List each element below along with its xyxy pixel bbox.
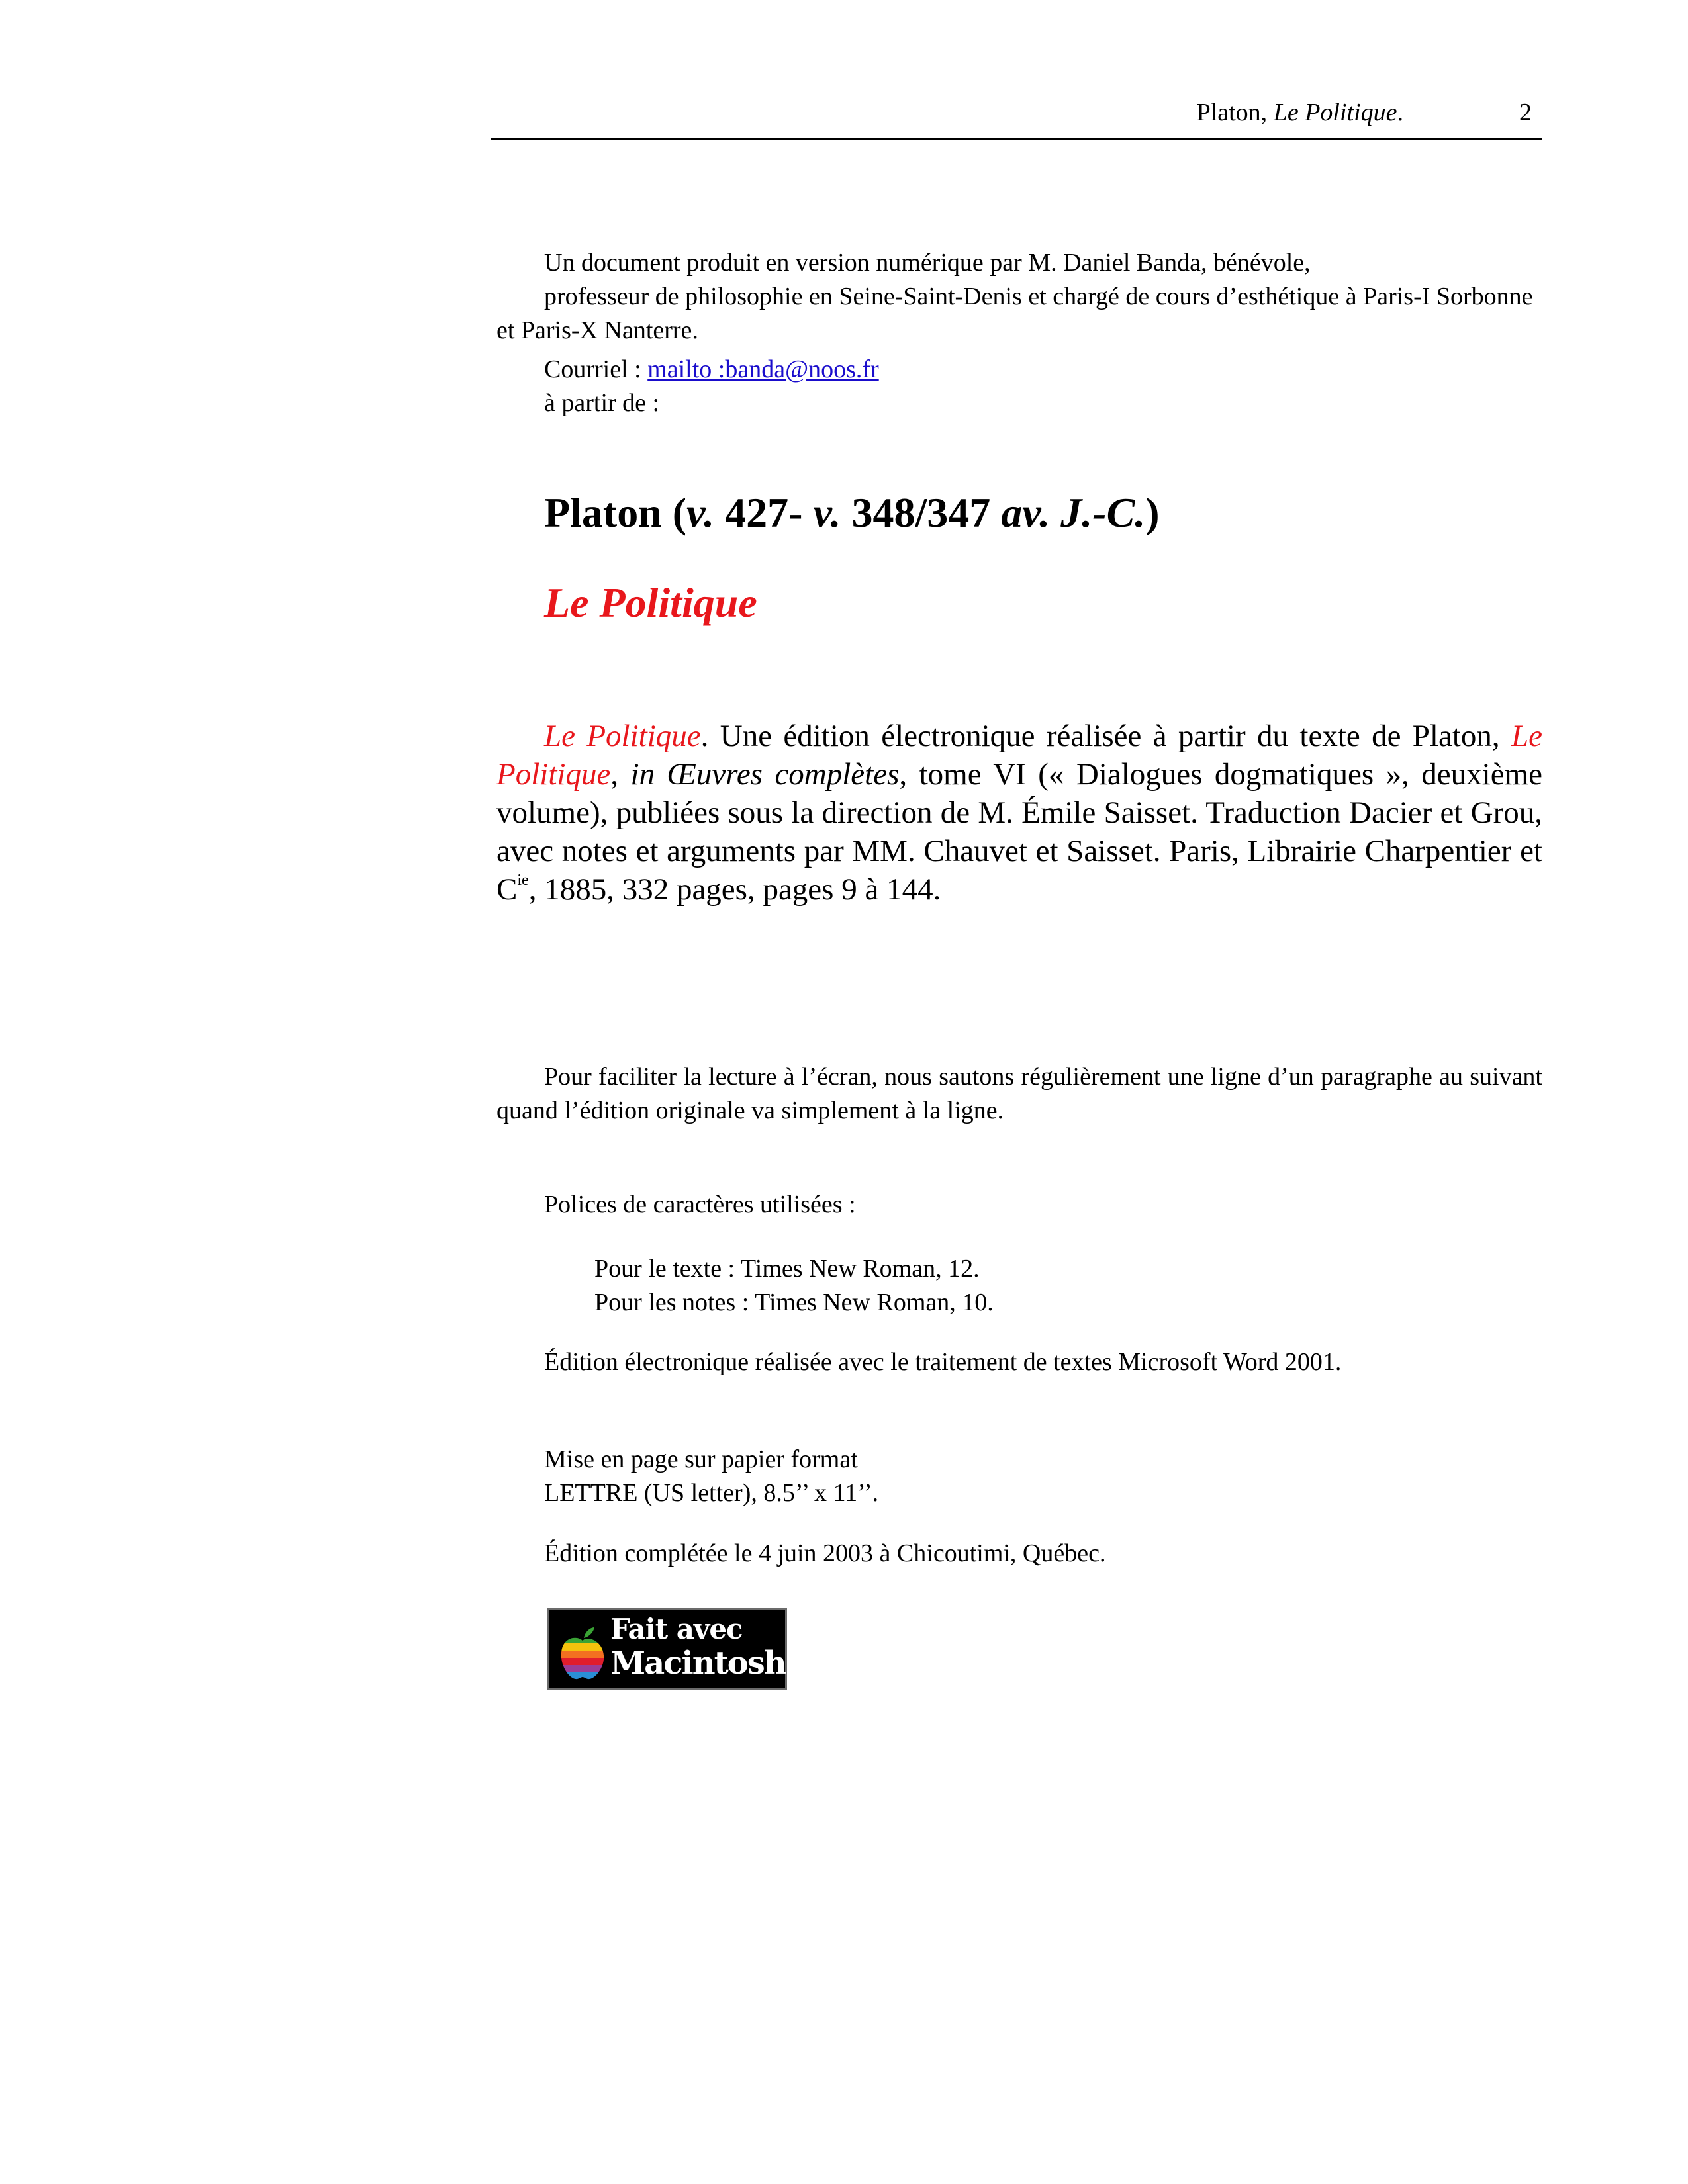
fonts-list — [594, 1252, 994, 1320]
edition-text-1: . Une édition électronique réalisée à partir du texte de Platon, — [700, 719, 1511, 753]
apple-logo-icon — [557, 1626, 608, 1682]
year-1: 427- — [714, 489, 814, 536]
edition-title-red-2: Le Politique — [496, 719, 1542, 792]
fonts-label: Polices de caractères utilisées : — [544, 1191, 856, 1218]
credit-block — [496, 246, 1542, 420]
credit-line-1: Un document produit en version numérique par M. Daniel Banda, bénévole, — [544, 249, 1311, 277]
work-title: Le Politique — [544, 579, 757, 626]
page-number: 2 — [1519, 99, 1532, 126]
header-author: Platon, — [1196, 99, 1268, 126]
author-name: Platon ( — [544, 489, 687, 536]
edition-title-red: Le Politique — [544, 719, 701, 753]
header-period: . — [1397, 99, 1403, 126]
header-rule — [491, 138, 1542, 140]
format-note — [544, 1443, 878, 1510]
header-title: Le Politique — [1273, 99, 1397, 126]
credit-line-2: professeur de philosophie en Seine-Saint-Denis et chargé de cours d’esthétique à Paris-I Sorbonne et Paris-X Nanterre. — [496, 283, 1533, 344]
year-2: 348/347 — [841, 489, 1002, 536]
word-note: Édition électronique réalisée avec le traitement de textes Microsoft Word 2001. — [544, 1348, 1342, 1376]
notes-font-line: Pour les notes : Times New Roman, 10. — [594, 1289, 994, 1316]
circa-1: v. — [686, 489, 715, 536]
author-title — [544, 488, 1160, 537]
email-link[interactable]: mailto :banda@noos.fr — [647, 355, 879, 383]
text-font-line: Pour le texte : Times New Roman, 12. — [594, 1255, 980, 1283]
edition-paragraph — [496, 717, 1542, 909]
circa-2: v. — [813, 489, 841, 536]
badge-line-2: Macintosh — [610, 1645, 786, 1682]
close-paren: ) — [1145, 489, 1160, 536]
badge-line-1: Fait avec — [610, 1613, 743, 1645]
email-label: Courriel : — [544, 355, 641, 383]
format-line-2: LETTRE (US letter), 8.5’’ x 11’’. — [544, 1479, 879, 1507]
edition-in-works: in Œuvres complètes — [630, 757, 900, 792]
format-line-1: Mise en page sur papier format — [544, 1445, 858, 1473]
before-christ: av. J.-C. — [1001, 489, 1146, 536]
email-line — [496, 353, 1542, 387]
running-header — [1197, 98, 1403, 127]
completion-date: Édition complétée le 4 juin 2003 à Chicoutimi, Québec. — [544, 1539, 1106, 1567]
reading-note: Pour faciliter la lecture à l’écran, nous sautons régulièrement une ligne d’un paragraphe au suivant quand l’édition originale va simplement à la ligne. — [496, 1063, 1542, 1124]
from-label: à partir de : — [544, 389, 660, 417]
edition-text-4: , 1885, 332 pages, pages 9 à 144. — [528, 872, 941, 907]
edition-superscript: ie — [517, 872, 529, 889]
edition-text-2: , — [610, 757, 631, 792]
edition-text-3: , tome VI (« Dialogues dogmatiques », deuxième volume), publiées sous la direction de M. Émile Saisset. Traduction Dacier et Grou, avec notes et arguments par MM. Chauvet et Saisset. Paris, Librairie Charpentier et C — [496, 757, 1542, 907]
macintosh-badge — [547, 1608, 787, 1690]
